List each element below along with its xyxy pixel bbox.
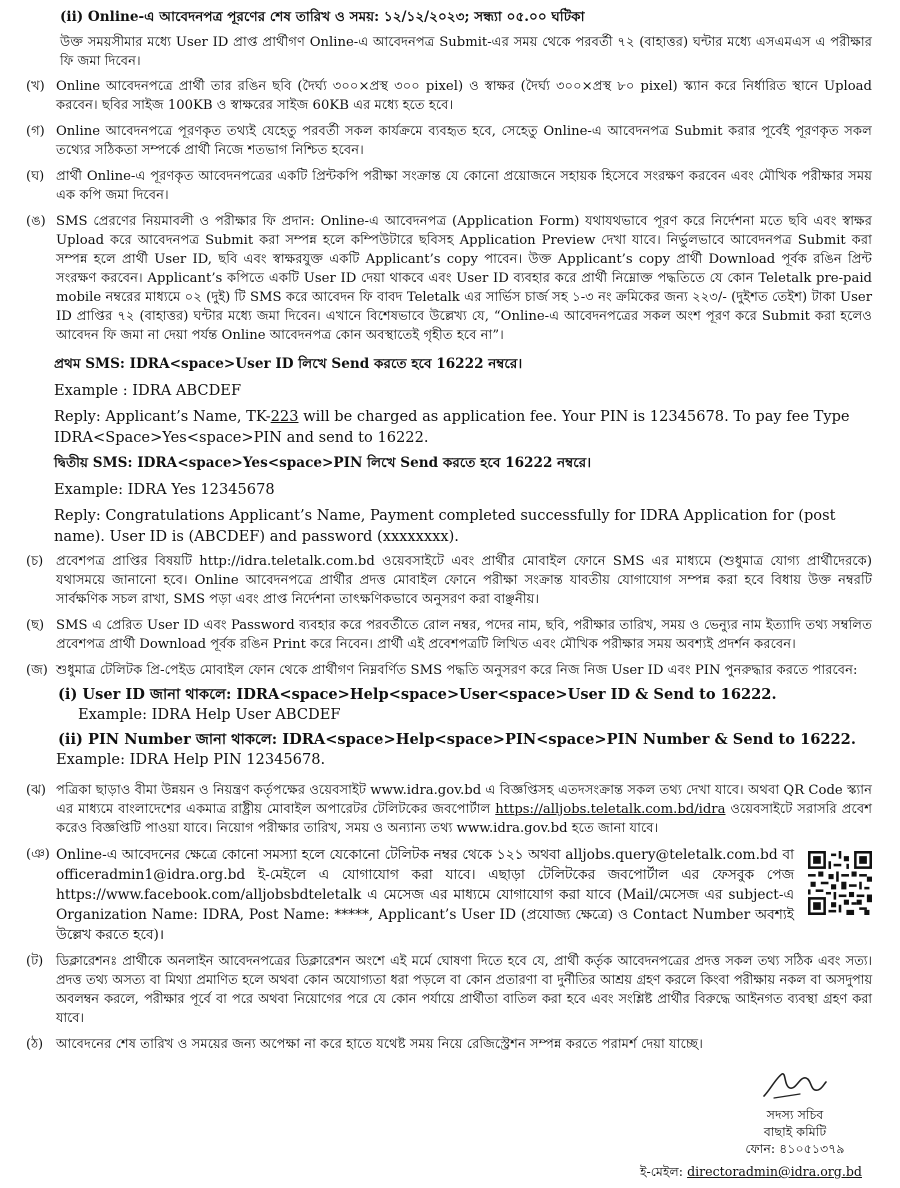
section-marker: (ট) bbox=[26, 954, 44, 969]
email-link[interactable]: directoradmin@idra.org.bd bbox=[687, 1164, 862, 1179]
section-text: ডিক্লারেশনঃ প্রার্থীকে অনলাইন আবেদনপত্রের ডিক্লারেশন অংশে এই মর্মে ঘোষণা দিতে হবে যে, প্রার্থী কর্তৃক আবেদনপত্রের প্রদত্ত সকল তথ্য সঠিক এবং সত্য। প্রদত্ত তথ্য অসত্য বা মিথ্যা প্রমাণিত হলে অথবা কোন অযোগ্যতা ধরা পড়লে বা কোন প্রতারণা বা দুর্নীতির আশ্রয় গ্রহণ করলে কিংবা পরীক্ষায় নকল বা অসদুপায় অবলম্বন করলে, পরীক্ষার পূর্বে বা পরে অথবা নিয়োগের পরে যে কোন পর্যায়ে প্রার্থীতা বাতিল করা হবে এবং সংশ্লিষ্ট প্রার্থীর বিরুদ্ধে আইনগত ব্যবস্থা গ্রহণ করা যাবে। bbox=[56, 954, 872, 1026]
section-uma bbox=[26, 212, 872, 349]
signature-block bbox=[720, 1068, 870, 1157]
sms-rules-text: SMS প্রেরণের নিয়মাবলী ও পরীক্ষার ফি প্রদান: Online-এ আবেদনপত্র (Application Form) যথাযথভাবে পূরণ করে নির্দেশনা মতে ছবি এবং স্বাক্ষর Upload করে আবেদনপত্র Submit করা সম্পন্ন হলে কম্পিউটারে ছবিসহ Application Preview দেখা যাবে। নির্ভুলভাবে আবেদনপত্র Submit করা সম্পন্ন হলে প্রার্থী User ID, ছবি এবং স্বাক্ষরযুক্ত একটি Applicant’s copy পাবেন। উক্ত Applicant’s copy প্রার্থী Download পূর্বক রঙিন প্রিন্ট সংরক্ষণ করবেন। Applicant’s কপিতে একটি User ID দেয়া থাকবে এবং User ID ব্যবহার করে প্রার্থী নিম্নোক্ত পদ্ধতিতে যে কোন Teletalk pre-paid mobile নম্বরের মাধ্যমে ০২ (দুই) টি SMS করে আবেদন ফি বাবদ Teletalk এর সার্ভিস চার্জ সহ ১-৩ নং ক্রমিকের জন্য ২২৩/- (দুইশত তেইশ) টাকা User ID প্রাপ্তির ৭২ (বাহাত্তর) ঘন্টার মধ্যে জমা দিবেন। এখানে বিশেষভাবে উল্লেখ্য যে, “Online-এ আবেদনপত্রের সকল অংশ পূরণ করে Submit করা হলেও আবেদন ফি জমা না দেয়া পর্যন্ত Online আবেদনপত্র কোন অবস্থাতেই গৃহীত হবে না”। bbox=[56, 214, 872, 343]
second-sms-reply: Reply: Congratulations Applicant’s Name, Payment completed successfully for IDRA Application for (post name). User ID is (ABCDEF) and password (xxxxxxxx). bbox=[54, 507, 836, 545]
section-text: প্রবেশপত্র প্রাপ্তির বিষয়টি http://idra.teletalk.com.bd ওয়েবসাইটে এবং প্রার্থীর মোবাইল ফোনে SMS এর মাধ্যমে (শুধুমাত্র যোগ্য প্রার্থীদেরকে) যথাসময়ে জানানো হবে। Online আবেদনপত্রে প্রার্থীর প্রদত্ত মোবাইল ফোনে পরীক্ষা সংক্রান্ত যাবতীয় যোগাযোগ সম্পন্ন করা হবে বিধায় উক্ত নম্বরটি সার্বক্ষণিক সচল রাখা, SMS পড়া এবং প্রাপ্ত নির্দেশনা তাৎক্ষণিকভাবে অনুসরণ করা বাঞ্ছনীয়। bbox=[56, 554, 872, 607]
section-ja bbox=[26, 661, 872, 774]
section-marker: (ঙ) bbox=[26, 214, 46, 229]
email-label: ই-মেইল: bbox=[639, 1164, 688, 1179]
section-ta bbox=[26, 952, 872, 1028]
text-part: ওয়েবসাইটে সরাসরি প্রবেশ করেও বিজ্ঞপ্তিটি পাওয়া যাবে। নিয়োগ পরীক্ষার তারিখ, সময় ও অন্যান্য তথ্য www.idra.gov.bd হতে জানা যাবে। bbox=[56, 802, 872, 836]
section-text: Online আবেদনপত্রে পূরণকৃত তথ্যই যেহেতু পরবর্তী সকল কার্যক্রমে ব্যবহৃত হবে, সেহেতু Online-এ আবেদনপত্র Submit করার পূর্বেই পূরণকৃত সকল তথ্যের সঠিকতা সম্পর্কে প্রার্থী নিজে শতভাগ নিশ্চিত হবেন। bbox=[56, 124, 872, 158]
sms-fee-instruction: উক্ত সময়সীমার মধ্যে User ID প্রাপ্ত প্রার্থীগণ Online-এ আবেদনপত্র Submit-এর সময় থেকে পরবর্তী ৭২ (বাহাত্তর) ঘন্টার মধ্যে এসএমএস এ পরীক্ষার ফি জমা দিবেন। bbox=[60, 35, 872, 69]
section-text: আবেদনের শেষ তারিখ ও সময়ের জন্য অপেক্ষা না করে হাতে যথেষ্ট সময় নিয়ে রেজিস্ট্রেশন সম্পন্ন করতে পরামর্শ দেয়া যাচ্ছে। bbox=[56, 1037, 703, 1052]
user-id-recovery bbox=[56, 684, 872, 705]
section-body bbox=[56, 661, 872, 774]
section-nya bbox=[26, 845, 872, 945]
handwritten-signature-icon bbox=[760, 1068, 830, 1102]
section-marker: (ঝ) bbox=[26, 783, 46, 798]
second-sms: দ্বিতীয় SMS: IDRA<space>Yes<space>PIN লিখে Send করতে হবে 16222 নম্বরে। bbox=[54, 455, 592, 471]
recovery-text: শুধুমাত্র টেলিটক প্রি-পেইড মোবাইল ফোন থেকে প্রার্থীগণ নিম্নবর্ণিত SMS পদ্ধতি অনুসরণ করে নিজ নিজ User ID এবং PIN পুনরুদ্ধার করতে পারবেন: bbox=[56, 663, 858, 678]
section-text: প্রার্থী Online-এ পূরণকৃত আবেদনপত্রের একটি প্রিন্টকপি পরীক্ষা সংক্রান্ত যে কোনো প্রয়োজনে সহায়ক হিসেবে সংরক্ষণ করবেন এবং মৌখিক পরীক্ষার সময় এক কপি জমা দিবেন। bbox=[56, 169, 872, 203]
section-kha bbox=[26, 77, 872, 115]
section-text: SMS এ প্রেরিত User ID এবং Password ব্যবহার করে পরবর্তীতে রোল নম্বর, পদের নাম, ছবি, পরীক্ষার তারিখ, সময় ও ভেন্যুর নাম ইত্যাদি তথ্য সম্বলিত প্রবেশপত্র প্রার্থী Download পূর্বক রঙিন Print করে নিবেন। প্রার্থী এই প্রবেশপত্রটি লিখিত এবং মৌখিক পরীক্ষার সময় অবশ্যই প্রদর্শন করবেন। bbox=[56, 618, 872, 652]
section-marker: (ঞ) bbox=[26, 847, 50, 862]
section-tha bbox=[26, 1035, 872, 1054]
section-text: Online-এ আবেদনের ক্ষেত্রে কোনো সমস্যা হলে যেকোনো টেলিটক নম্বর থেকে ১২১ অথবা alljobs.query@teletalk.com.bd বা officeradmin1@idra.org.bd ই-মেইলে এ যোগাযোগ করা যাবে। এছাড়া টেলিটকের জবপোর্টাল এর ফেসবুক পেজ https://www.facebook.com/alljobsbdteletalk এ মেসেজ এর মাধ্যমে যোগাযোগ করা যাবে (Mail/মেসেজ এর subject-এ Organization Name: IDRA, Post Name: *****, Applicant’s User ID (প্রযোজ্য ক্ষেত্রে) ও Contact Number অবশ্যই উল্লেখ করতে হবে)। bbox=[56, 847, 794, 943]
section-marker: (ঠ) bbox=[26, 1037, 44, 1052]
email-line bbox=[640, 1164, 862, 1184]
section-marker: (গ) bbox=[26, 124, 45, 139]
signatory-title: সদস্য সচিব bbox=[766, 1107, 824, 1122]
section-marker: (ঘ) bbox=[26, 169, 45, 184]
pin-recovery-example: Example: IDRA Help PIN 12345678. bbox=[56, 751, 326, 768]
reply-text: Reply: Applicant’s Name, TK- bbox=[54, 408, 271, 425]
section-ga bbox=[26, 122, 872, 160]
pin-recovery bbox=[56, 729, 872, 750]
section-text bbox=[56, 212, 872, 349]
qr-code-icon bbox=[808, 851, 872, 915]
section-jha bbox=[26, 781, 872, 838]
reply-text: will be charged as application fee. Your PIN is 12345678. To pay fee Type IDRA<Space>Yes<space>PIN and send to 16222. bbox=[54, 408, 850, 446]
user-id-recovery-cmd: (i) User ID জানা থাকলে: IDRA<space>Help<space>User<space>User ID & Send to 16222. bbox=[58, 686, 777, 703]
section-text bbox=[56, 781, 872, 838]
user-id-recovery-example: Example: IDRA Help User ABCDEF bbox=[78, 706, 341, 723]
section-marker: (চ) bbox=[26, 554, 44, 569]
section-marker: (খ) bbox=[26, 79, 45, 94]
second-sms-example: Example: IDRA Yes 12345678 bbox=[54, 481, 275, 498]
alljobs-link[interactable]: https://alljobs.teletalk.com.bd/idra bbox=[495, 802, 726, 817]
section-text: Online আবেদনপত্রে প্রার্থী তার রঙিন ছবি (দৈর্ঘ্য ৩০০×প্রস্থ ৩০০ pixel) ও স্বাক্ষর (দৈর্ঘ্য ৩০০×প্রস্থ ৮০ pixel) স্ক্যান করে নির্ধারিত স্থানে Upload করবেন। ছবির সাইজ 100KB ও স্বাক্ষরের সাইজ 60KB এর মধ্যে হতে হবে। bbox=[56, 79, 872, 113]
section-marker: (ছ) bbox=[26, 618, 45, 633]
section-cha bbox=[26, 552, 872, 609]
committee-name: বাছাই কমিটি bbox=[763, 1124, 827, 1139]
pin-recovery-cmd: (ii) PIN Number জানা থাকলে: IDRA<space>Help<space>PIN<space>PIN Number & Send to 16222. bbox=[58, 731, 856, 748]
section-marker: (জ) bbox=[26, 663, 48, 678]
first-sms-example: Example : IDRA ABCDEF bbox=[54, 382, 242, 399]
section-body bbox=[56, 845, 872, 945]
section-gha bbox=[26, 167, 872, 205]
deadline-line: (ii) Online-এ আবেদনপত্র পূরণের শেষ তারিখ ও সময়: ১২/১২/২০২৩; সন্ধ্যা ০৫.০০ ঘটিকা bbox=[60, 9, 585, 25]
text-part: পত্রিকা ছাড়াও বীমা উন্নয়ন ও নিয়ন্ত্রণ কর্তৃপক্ষের ওয়েবসাইট www.idra.gov.bd এ বিজ্ঞপ্তিসহ এতদসংক্রান্ত সকল তথ্য দেখা যাবে। অথবা QR Code স্ক্যান এর মাধ্যমে বাংলাদেশের একমাত্র রাষ্ট্রীয় মোবাইল অপারেটর টেলিটকের জবপোর্টাল bbox=[56, 783, 872, 817]
first-sms: প্রথম SMS: IDRA<space>User ID লিখে Send করতে হবে 16222 নম্বরে। bbox=[54, 356, 523, 372]
section-chha bbox=[26, 616, 872, 654]
first-sms-reply bbox=[54, 406, 872, 448]
phone-number: ফোন: ৪১০৫১৩৭৯ bbox=[745, 1141, 845, 1156]
fee-amount: 223 bbox=[270, 408, 299, 425]
